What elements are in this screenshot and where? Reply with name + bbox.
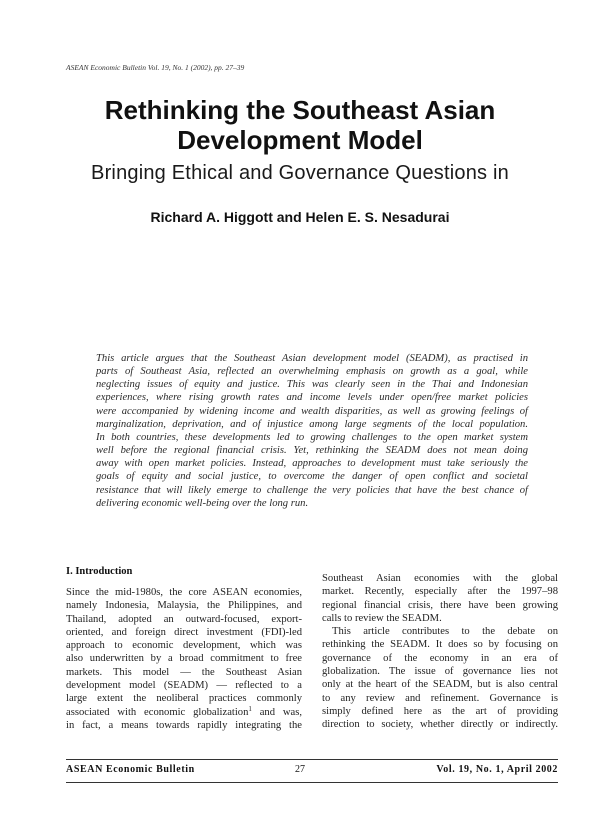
body-line: globalization. The issue of governance lies not xyxy=(322,666,558,678)
body-line: oriented, and foreign direct investment (FDI)-led xyxy=(66,626,302,638)
abstract-line: parts of Southeast Asia, reflected an overwhelming emphasis on growth as a goal, while xyxy=(96,366,528,378)
footer-journal-name: ASEAN Economic Bulletin xyxy=(66,764,195,775)
body-line: in fact, a means towards rapidly integrating the xyxy=(66,719,302,731)
body-line: This article contributes to the debate on xyxy=(332,626,558,638)
footer-rule-top xyxy=(66,759,558,760)
footer-rule-bottom xyxy=(66,782,558,783)
intro-paragraph xyxy=(66,586,302,732)
abstract-line: resistance that will likely emerge to challenge the very policies that have the best chance of xyxy=(96,484,528,496)
authors: Richard A. Higgott and Helen E. S. Nesadurai xyxy=(150,209,450,225)
abstract-line: experiences, where rising growth rates and income levels under open/free market policies xyxy=(96,392,528,404)
running-head: ASEAN Economic Bulletin Vol. 19, No. 1 (2002), pp. 27–39 xyxy=(66,63,245,72)
article-title-line-1: Rethinking the Southeast Asian xyxy=(104,95,496,125)
body-line: to any review and refinement. Governance is xyxy=(322,692,558,704)
abstract-paragraph xyxy=(96,352,528,510)
body-line: direction to society, whether directly or indirectly. xyxy=(322,719,558,731)
page-number: 27 xyxy=(295,764,305,775)
body-line: governance of the economy in an era of xyxy=(322,652,558,664)
body-line xyxy=(66,706,302,719)
abstract-line: This article argues that the Southeast Asian development model (SEADM), as practised in xyxy=(96,353,528,364)
intro-paragraph-continued xyxy=(322,572,558,625)
abstract xyxy=(96,352,528,510)
body-line: development model (SEADM) — reflected to a xyxy=(66,680,302,692)
body-line: rethinking the SEADM. It does so by focusing on xyxy=(322,639,558,651)
footer-issue: Vol. 19, No. 1, April 2002 xyxy=(436,764,558,775)
footnote-marker[interactable]: 1 xyxy=(248,704,252,713)
body-line: calls to review the SEADM. xyxy=(322,612,442,624)
body-line: market. Recently, especially after the 1997–98 xyxy=(322,586,558,598)
body-line: large extent the neoliberal practices commonly xyxy=(66,693,302,705)
abstract-line: goals of equity and social justice, to overcome the danger of open conflict and societal xyxy=(96,471,528,483)
body-line: Southeast Asian economies with the global xyxy=(322,573,558,584)
abstract-line: well before the regional financial crisis. Yet, rethinking the SEADM does not mean doing xyxy=(96,445,528,457)
abstract-line: marginalization, deprivation, and of injustice among large segments of the local population. xyxy=(96,418,528,430)
body-line: also underwritten by a broad commitment to free xyxy=(66,653,302,665)
body-line: simply defined here as the art of providing xyxy=(322,705,558,717)
body-line-text: associated with economic globalization xyxy=(66,706,249,718)
abstract-line: away with open market policies. Instead, approaches to development must take seriously the xyxy=(96,458,528,470)
body-line: namely Indonesia, Malaysia, the Philippines, and xyxy=(66,600,302,612)
left-column xyxy=(66,586,302,732)
article-subtitle: Bringing Ethical and Governance Questions in xyxy=(91,162,509,184)
body-line: only at the heart of the SEADM, but is also central xyxy=(322,679,558,691)
right-column xyxy=(322,572,558,732)
abstract-line: In both countries, these developments led to growing challenges to the open market system xyxy=(96,431,528,443)
body-line: Since the mid-1980s, the core ASEAN economies, xyxy=(66,587,302,598)
section-heading-introduction: I. Introduction xyxy=(66,566,133,577)
article-title-line-2: Development Model xyxy=(177,125,423,155)
contribution-paragraph xyxy=(322,625,558,731)
body-line: Thailand, adopted an outward-focused, export- xyxy=(66,613,302,625)
abstract-line: neglecting issues of equity and justice. This was clearly seen in the Thai and Indonesian xyxy=(96,379,528,391)
body-line: regional financial crisis, there have been growing xyxy=(322,599,558,611)
body-line: approach to economic development, which was xyxy=(66,640,302,652)
abstract-line: were accompanied by widening income and wealth disparities, as well as growing feelings of xyxy=(96,405,528,417)
body-line-text: and was, xyxy=(251,706,302,718)
body-line: markets. This model — the Southeast Asian xyxy=(66,666,302,678)
abstract-line: delivering economic well-being over the long run. xyxy=(96,497,309,509)
